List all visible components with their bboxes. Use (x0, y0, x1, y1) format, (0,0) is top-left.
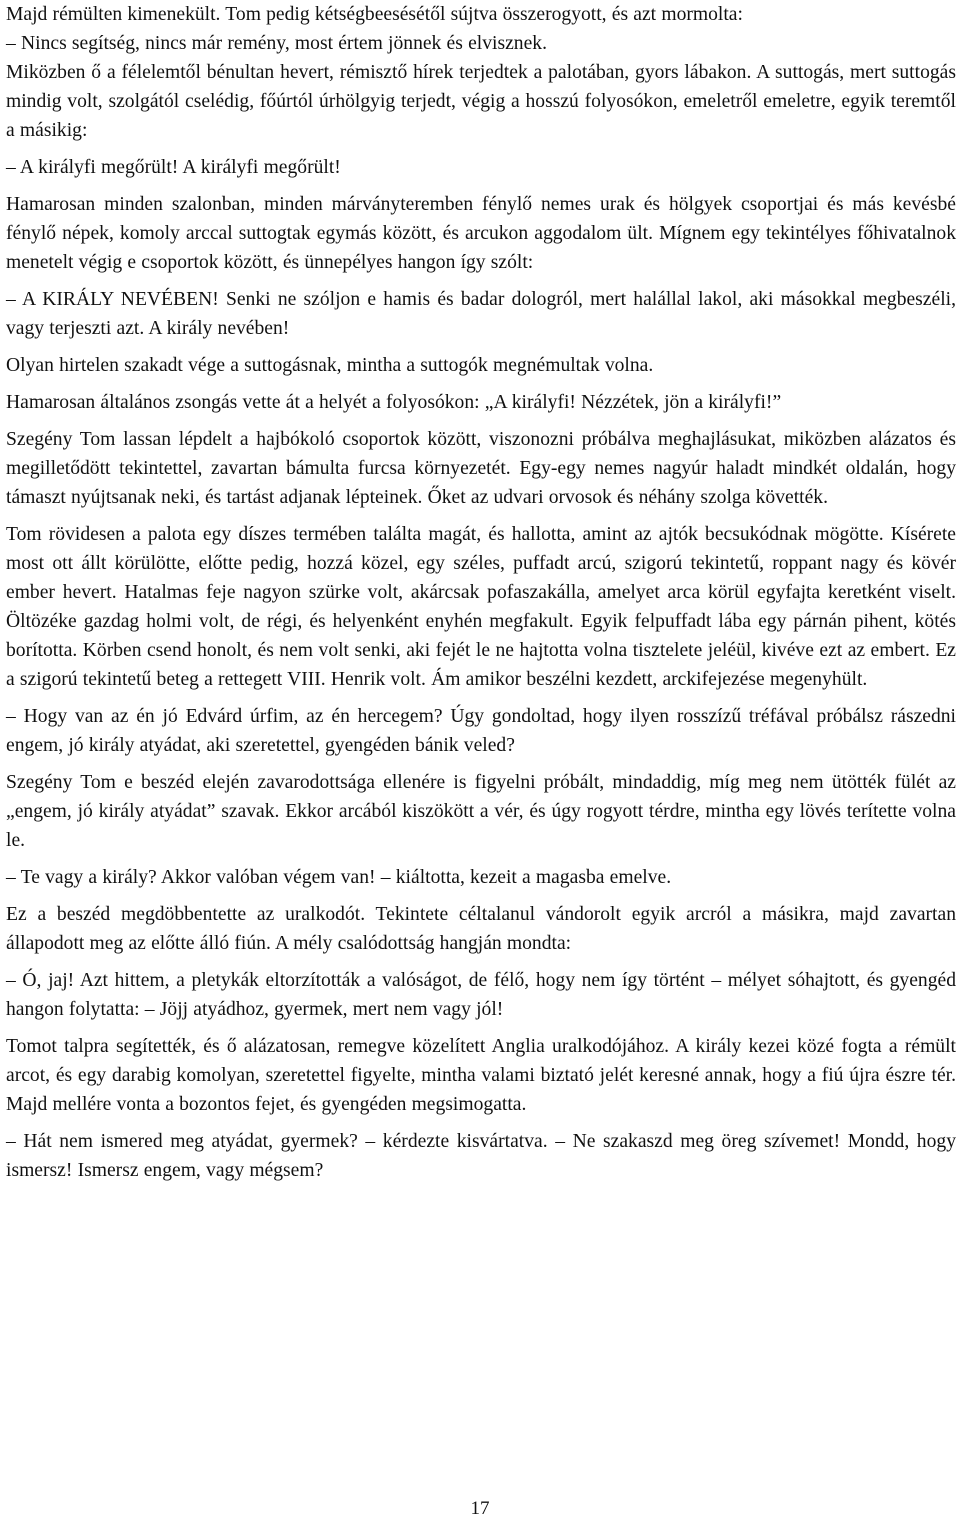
paragraph: Miközben ő a félelemtől bénultan hevert, rémisztő hírek terjedtek a palotában, gyors lábakon. A suttogás, mert suttogás mindig volt, szolgától cselédig, főúrtól úrhölgyig terjedt, végig a hosszú folyosókon, emeletről emeletre, egyik teremtől a másikig: (6, 62, 956, 141)
dialogue-line: – Te vagy a király? Akkor valóban végem van! – kiáltotta, kezeit a magasba emelve. (6, 867, 672, 888)
paragraph: Tomot talpra segítették, és ő alázatosan, remegve közelített Anglia uralkodójához. A király kezei közé fogta a rémült arcot, és egy darabig komolyan, szeretettel figyelte, mintha valami biztató jelét keresné annak, hogy a fiú újra észre tér. Majd mellére vonta a bozontos fejet, és gyengéden megsimogatta. (6, 1036, 956, 1115)
paragraph: Tom rövidesen a palota egy díszes termében találta magát, és hallotta, amint az ajtók becsukódnak mögötte. Kísérete most ott állt körülötte, előtte pedig, hozzá közel, egy széles, puffadt arcú, szigorú tekintetű, roppant nagy és kövér ember hevert. Hatalmas feje nagyon szürke volt, akárcsak pofaszakálla, amelyet arca körül egyfajta keretként viselt. Öltözéke gazdag holmi volt, de régi, és helyenként enyhén megfakult. Egyik felpuffadt lába egy párnán pihent, kötés borította. Körben csend honolt, és nem volt senki, aki fejét le ne hajtotta volna tisztelete jeléül, kivéve ezt az embert. Ez a szigorú tekintetű beteg a rettegett VIII. Henrik volt. Ám amikor beszélni kezdett, arckifejezése megenyhült. (6, 524, 956, 690)
paragraph: Szegény Tom lassan lépdelt a hajbókoló csoportok között, viszonozni próbálva meghajlásukat, miközben alázatos és megilletődött tekintettel, zavartan bámulta furcsa környezetét. Egy-egy nemes nagyúr haladt mindkét oldalán, hogy támaszt nyújtsanak neki, és tartást adjanak lépteinek. Őket az udvari orvosok és néhány szolga követték. (6, 429, 956, 508)
paragraph: Majd rémülten kimenekült. Tom pedig kétségbeesésétől sújtva összerogyott, és azt mormolta: (6, 4, 743, 25)
dialogue-line: – Hogy van az én jó Edvárd úrfim, az én hercegem? Úgy gondoltad, hogy ilyen rosszízű tréfával próbálsz rászedni engem, jó király atyádat, aki szeretettel, gyengéden bánik veled? (6, 706, 956, 756)
document-page (6, 0, 956, 1185)
paragraph: Hamarosan minden szalonban, minden márványteremben fénylő nemes urak és hölgyek csoportjai és más kevésbé fénylő népek, komoly arccal suttogtak egymás között, és arcukon aggodalom ült. Mígnem egy tekintélyes főhivatalnok menetelt végig e csoportok között, és ünnepélyes hangon így szólt: (6, 194, 956, 273)
dialogue-line: – A KIRÁLY NEVÉBEN! Senki ne szóljon e hamis és badar dologról, mert halállal lakol, aki másokkal megbeszéli, vagy terjeszti azt. A király nevében! (6, 289, 956, 339)
paragraph: Ez a beszéd megdöbbentette az uralkodót. Tekintete céltalanul vándorolt egyik arcról a másikra, majd zavartan állapodott meg az előtte álló fiún. A mély csalódottság hangján mondta: (6, 904, 956, 954)
page-number: 17 (470, 1498, 490, 1519)
dialogue-line: – Nincs segítség, nincs már remény, most értem jönnek és elvisznek. (6, 33, 547, 54)
paragraph: Szegény Tom e beszéd elején zavarodottsága ellenére is figyelni próbált, mindaddig, míg meg nem ütötték fülét az „engem, jó király atyádat” szavak. Ekkor arcából kiszökött a vér, és úgy rogyott térdre, mintha egy lövés terítette volna le. (6, 772, 956, 851)
dialogue-line: – Hát nem ismered meg atyádat, gyermek? – kérdezte kisvártatva. – Ne szakaszd meg öreg szívemet! Mondd, hogy ismersz! Ismersz engem, vagy mégsem? (6, 1131, 956, 1181)
dialogue-line: – A királyfi megőrült! A királyfi megőrült! (6, 157, 341, 178)
dialogue-line: – Ó, jaj! Azt hittem, a pletykák eltorzították a valóságot, de félő, hogy nem így történt – mélyet sóhajtott, és gyengéd hangon folytatta: – Jöjj atyádhoz, gyermek, mert nem vagy jól! (6, 970, 956, 1020)
paragraph: Olyan hirtelen szakadt vége a suttogásnak, mintha a suttogók megnémultak volna. (6, 355, 654, 376)
paragraph: Hamarosan általános zsongás vette át a helyét a folyosókon: „A királyfi! Nézzétek, jön a királyfi!” (6, 392, 782, 413)
